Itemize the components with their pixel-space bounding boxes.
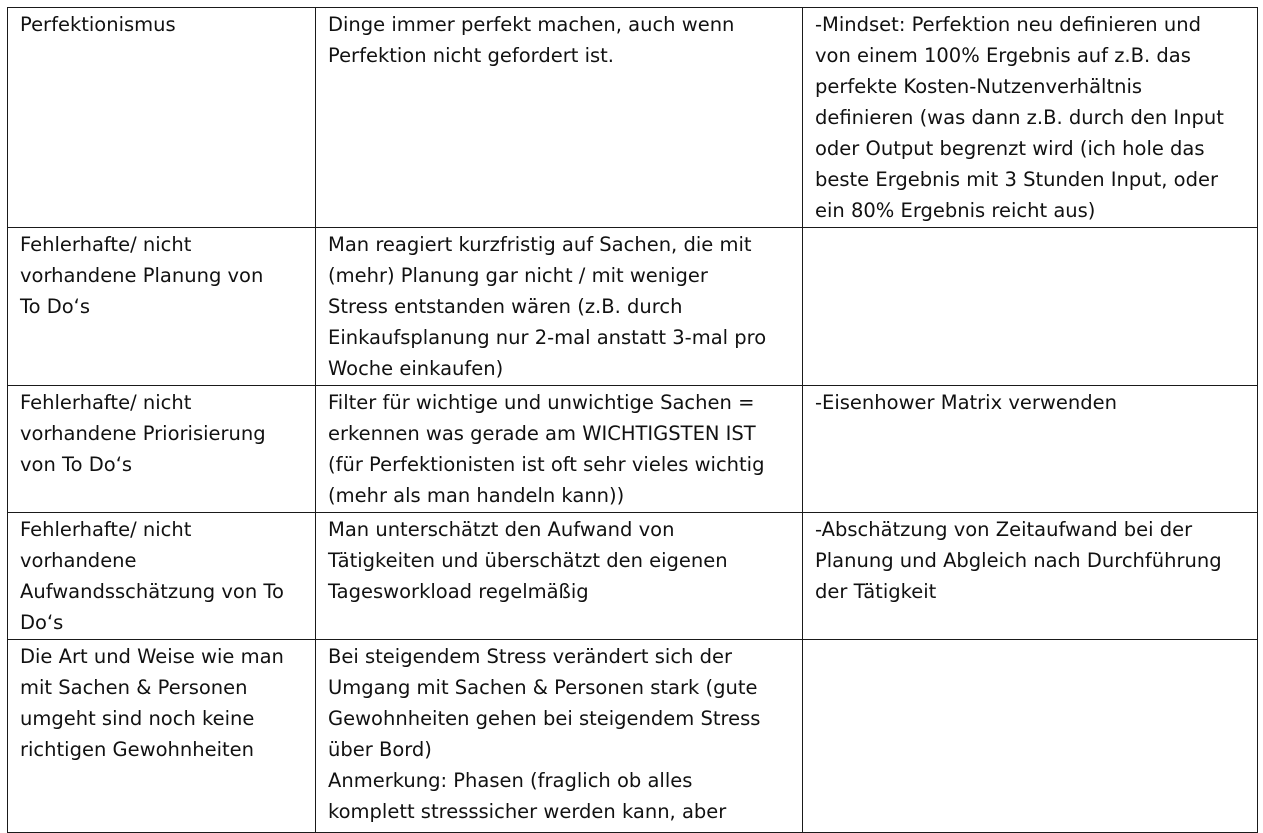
cell-text-line: komplett stresssicher werden kann, aber — [328, 800, 727, 823]
cell-text-line: -Mindset: Perfektion neu definieren und — [815, 13, 1201, 36]
cell-text-line: Stress entstanden wären (z.B. durch — [328, 295, 683, 318]
table-row — [8, 8, 1258, 228]
cell-text-line: oder Output begrenzt wird (ich hole das — [815, 137, 1205, 160]
cell-text-line: ein 80% Ergebnis reicht aus) — [815, 199, 1096, 222]
cell-text-line: Bei steigendem Stress verändert sich der — [328, 645, 732, 668]
cell-text-line: Man unterschätzt den Aufwand von — [328, 518, 675, 541]
solution-cell — [803, 386, 1258, 513]
cell-text-line: Anmerkung: Phasen (fraglich ob alles — [328, 769, 693, 792]
description-cell — [316, 8, 803, 228]
cell-text-line: Umgang mit Sachen & Personen stark (gute — [328, 676, 758, 699]
cell-text-line: beste Ergebnis mit 3 Stunden Input, oder — [815, 168, 1219, 191]
cell-text-line: Perfektion nicht gefordert ist. — [328, 44, 614, 67]
description-cell — [316, 386, 803, 513]
cell-text-line: Einkaufsplanung nur 2-mal anstatt 3-mal pro — [328, 326, 767, 349]
problem-cell — [8, 386, 316, 513]
cell-text-line: umgeht sind noch keine — [20, 707, 255, 730]
problem-cell — [8, 228, 316, 386]
cell-text-line: definieren (was dann z.B. durch den Input — [815, 106, 1224, 129]
solution-cell — [803, 640, 1258, 833]
description-cell — [316, 640, 803, 833]
cell-text-line: Man reagiert kurzfristig auf Sachen, die mit — [328, 233, 752, 256]
cell-text-line: Fehlerhafte/ nicht — [20, 391, 192, 414]
cell-text-line: Aufwandsschätzung von To — [20, 580, 284, 603]
cell-text-line: vorhandene Planung von — [20, 264, 264, 287]
cell-text-line: Filter für wichtige und unwichtige Sachen = — [328, 391, 755, 414]
cell-text-line: Tagesworkload regelmäßig — [328, 580, 589, 603]
table-body — [8, 8, 1258, 833]
cell-text-line: vorhandene Priorisierung — [20, 422, 266, 445]
cell-text-line: Do‘s — [20, 611, 64, 634]
cell-text-line: richtigen Gewohnheiten — [20, 738, 254, 761]
cell-text-line: (mehr als man handeln kann)) — [328, 484, 625, 507]
cell-text-line: (für Perfektionisten ist oft sehr vieles wichtig — [328, 453, 765, 476]
cell-text-line: von einem 100% Ergebnis auf z.B. das — [815, 44, 1191, 67]
problem-solution-table — [7, 7, 1258, 833]
table-row — [8, 386, 1258, 513]
solution-cell — [803, 228, 1258, 386]
cell-text-line: Perfektionismus — [20, 13, 176, 36]
cell-text-line: erkennen was gerade am WICHTIGSTEN IST — [328, 422, 756, 445]
cell-text-line: Tätigkeiten und überschätzt den eigenen — [328, 549, 728, 572]
solution-cell — [803, 513, 1258, 640]
cell-text-line: über Bord) — [328, 738, 432, 761]
table-row — [8, 228, 1258, 386]
problem-cell — [8, 8, 316, 228]
cell-text-line: Woche einkaufen) — [328, 357, 504, 380]
cell-text-line: To Do‘s — [20, 295, 91, 318]
cell-text-line: -Eisenhower Matrix verwenden — [815, 391, 1117, 414]
cell-text-line: Dinge immer perfekt machen, auch wenn — [328, 13, 735, 36]
description-cell — [316, 228, 803, 386]
cell-text-line: Planung und Abgleich nach Durchführung — [815, 549, 1222, 572]
cell-text-line: Fehlerhafte/ nicht — [20, 233, 192, 256]
cell-text-line: mit Sachen & Personen — [20, 676, 248, 699]
problem-cell — [8, 513, 316, 640]
cell-text-line: von To Do‘s — [20, 453, 133, 476]
table-row — [8, 640, 1258, 833]
table-row — [8, 513, 1258, 640]
cell-text-line: Fehlerhafte/ nicht — [20, 518, 192, 541]
cell-text-line: Die Art und Weise wie man — [20, 645, 284, 668]
cell-text-line: vorhandene — [20, 549, 137, 572]
problem-cell — [8, 640, 316, 833]
cell-text-line: (mehr) Planung gar nicht / mit weniger — [328, 264, 708, 287]
cell-text-line: der Tätigkeit — [815, 580, 937, 603]
description-cell — [316, 513, 803, 640]
solution-cell — [803, 8, 1258, 228]
cell-text-line: -Abschätzung von Zeitaufwand bei der — [815, 518, 1193, 541]
cell-text-line: Gewohnheiten gehen bei steigendem Stress — [328, 707, 761, 730]
cell-text-line: perfekte Kosten-Nutzenverhältnis — [815, 75, 1143, 98]
